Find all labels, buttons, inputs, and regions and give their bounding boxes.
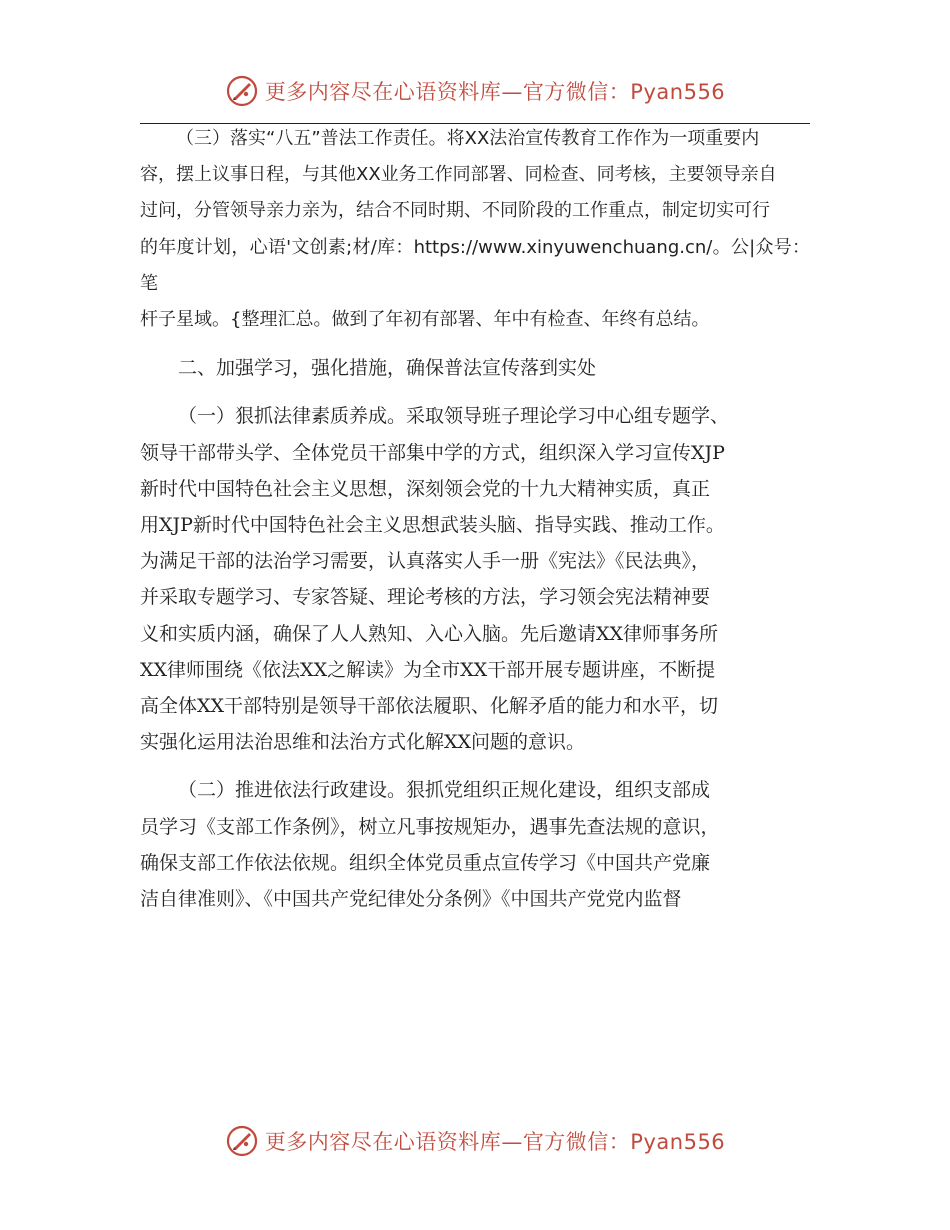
header-banner-wechat: 官方微信：Pyan556: [522, 80, 726, 104]
text-line: 义和实质内涵，确保了人人熟知、入心入脑。先后邀请XX律师事务所: [140, 622, 719, 645]
text-line: 高全体XX干部特别是领导干部依法履职、化解矛盾的能力和水平，切: [140, 695, 719, 718]
text-line: （一）狠抓法律素质养成。采取领导班子理论学习中心组专题学、: [178, 405, 730, 428]
paragraph-legal-literacy: [140, 398, 810, 760]
text-line: 员学习《支部工作条例》，树立凡事按规矩办，遇事先查法规的意识，: [140, 815, 720, 838]
text-line: 洁自律准则》、《中国共产党纪律处分条例》《中国共产党党内监督: [140, 888, 682, 911]
footer-banner-dash: —: [501, 1130, 523, 1154]
footer-banner: [0, 1116, 950, 1166]
text-line: 杆子星域。{整理汇总。做到了年初有部署、年中有检查、年终有总结。: [140, 309, 710, 331]
footer-banner-wechat: 官方微信：Pyan556: [522, 1130, 726, 1154]
text-line: 实强化运用法治思维和法治方式化解XX问题的意识。: [140, 731, 586, 754]
text-line: 新时代中国特色社会主义思想，深刻领会党的十九大精神实质，真正: [140, 477, 711, 500]
text-line: 为满足干部的法治学习需要，认真落实人手一册《宪法》《民法典》，: [140, 550, 711, 573]
text-line: （二）推进依法行政建设。狠抓党组织正规化建设，组织支部成: [178, 779, 711, 802]
footer-banner-text: [265, 1126, 725, 1156]
document-body: [140, 121, 810, 917]
text-line: （三）落实“八五”普法工作责任。将XX法治宣传教育工作作为一项重要内: [176, 128, 760, 149]
brand-logo-icon: [225, 74, 259, 108]
text-line: 过问，分管领导亲力亲为，结合不同时期、不同阶段的工作重点，制定切实可行: [140, 200, 770, 222]
header-banner-text: [265, 76, 725, 106]
paragraph-responsibility: [140, 121, 810, 338]
header-banner-dash: —: [501, 80, 523, 104]
heading-text: 二、加强学习，强化措施，确保普法宣传落到实处: [178, 357, 597, 380]
text-line: 领导干部带头学、全体党员干部集中学的方式，组织深入学习宣传XJP: [140, 441, 725, 464]
text-line: 的年度计划，心语'文创素;材/库：https://www.xinyuwenchuang.cn/。公|众号：笔: [140, 236, 810, 294]
text-line: 确保支部工作依法依规。组织全体党员重点宣传学习《中国共产党廉: [140, 851, 711, 874]
text-line: XX律师围绕《依法XX之解读》为全市XX干部开展专题讲座，不断提: [140, 658, 716, 681]
text-line: 并采取专题学习、专家答疑、理论考核的方法，学习领会宪法精神要: [140, 586, 711, 609]
text-line: 用XJP新时代中国特色社会主义思想武装头脑、指导实践、推动工作。: [140, 514, 725, 537]
brand-logo-icon: [225, 1124, 259, 1158]
footer-banner-main: 更多内容尽在心语资料库: [264, 1130, 502, 1154]
header-banner-main: 更多内容尽在心语资料库: [264, 80, 502, 104]
header-banner: [0, 66, 950, 116]
paragraph-rule-of-law: [140, 772, 810, 917]
text-line: 容，摆上议事日程，与其他XX业务工作同部署、同检查、同考核，主要领导亲自: [140, 164, 777, 186]
section-heading: [140, 350, 810, 386]
